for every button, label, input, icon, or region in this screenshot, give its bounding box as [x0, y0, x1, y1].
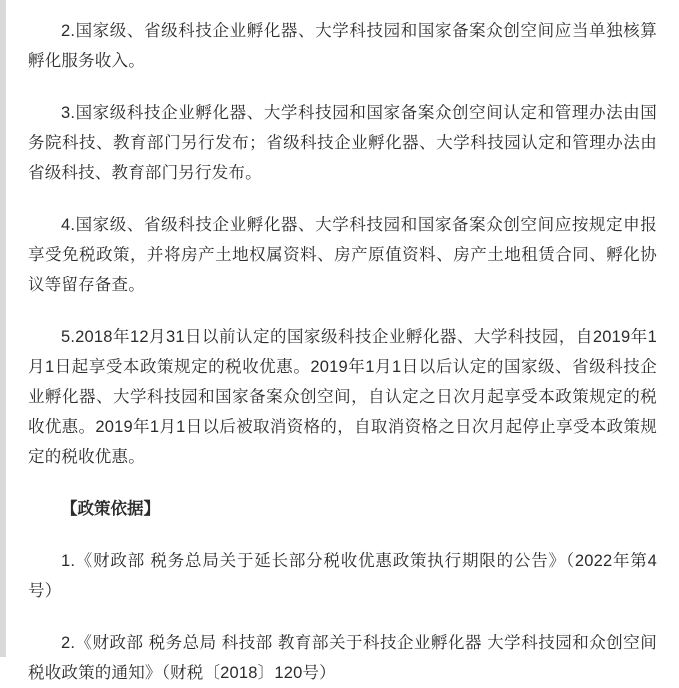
- paragraph-item-3: 3.国家级科技企业孵化器、大学科技园和国家备案众创空间认定和管理办法由国务院科技、教育部门另行发布；省级科技企业孵化器、大学科技园认定和管理办法由省级科技、教育部门另行发布。: [28, 104, 657, 182]
- reference-item-1: 1.《财政部 税务总局关于延长部分税收优惠政策执行期限的公告》（2022年第4号）: [28, 552, 657, 600]
- reference-item-2: 2.《财政部 税务总局 科技部 教育部关于科技企业孵化器 大学科技园和众创空间税收政策的通知》（财税〔2018〕120号）: [28, 634, 657, 682]
- document-content: [6, 0, 679, 682]
- policy-basis-heading: 【政策依据】: [61, 500, 160, 518]
- paragraph-item-2: 2.国家级、省级科技企业孵化器、大学科技园和国家备案众创空间应当单独核算孵化服务收入。: [28, 22, 657, 70]
- paragraph-item-5: 5.2018年12月31日以前认定的国家级科技企业孵化器、大学科技园，自2019年1月1日起享受本政策规定的税收优惠。2019年1月1日以后认定的国家级、省级科技企业孵化器、大学科技园和国家备案众创空间，自认定之日次月起享受本政策规定的税收优惠。2019年1月1日以后被取消资格的，自取消资格之日次月起停止享受本政策规定的税收优惠。: [28, 328, 657, 466]
- paragraph-item-4: 4.国家级、省级科技企业孵化器、大学科技园和国家备案众创空间应按规定申报享受免税政策，并将房产土地权属资料、房产原值资料、房产土地租赁合同、孵化协议等留存备查。: [28, 216, 657, 294]
